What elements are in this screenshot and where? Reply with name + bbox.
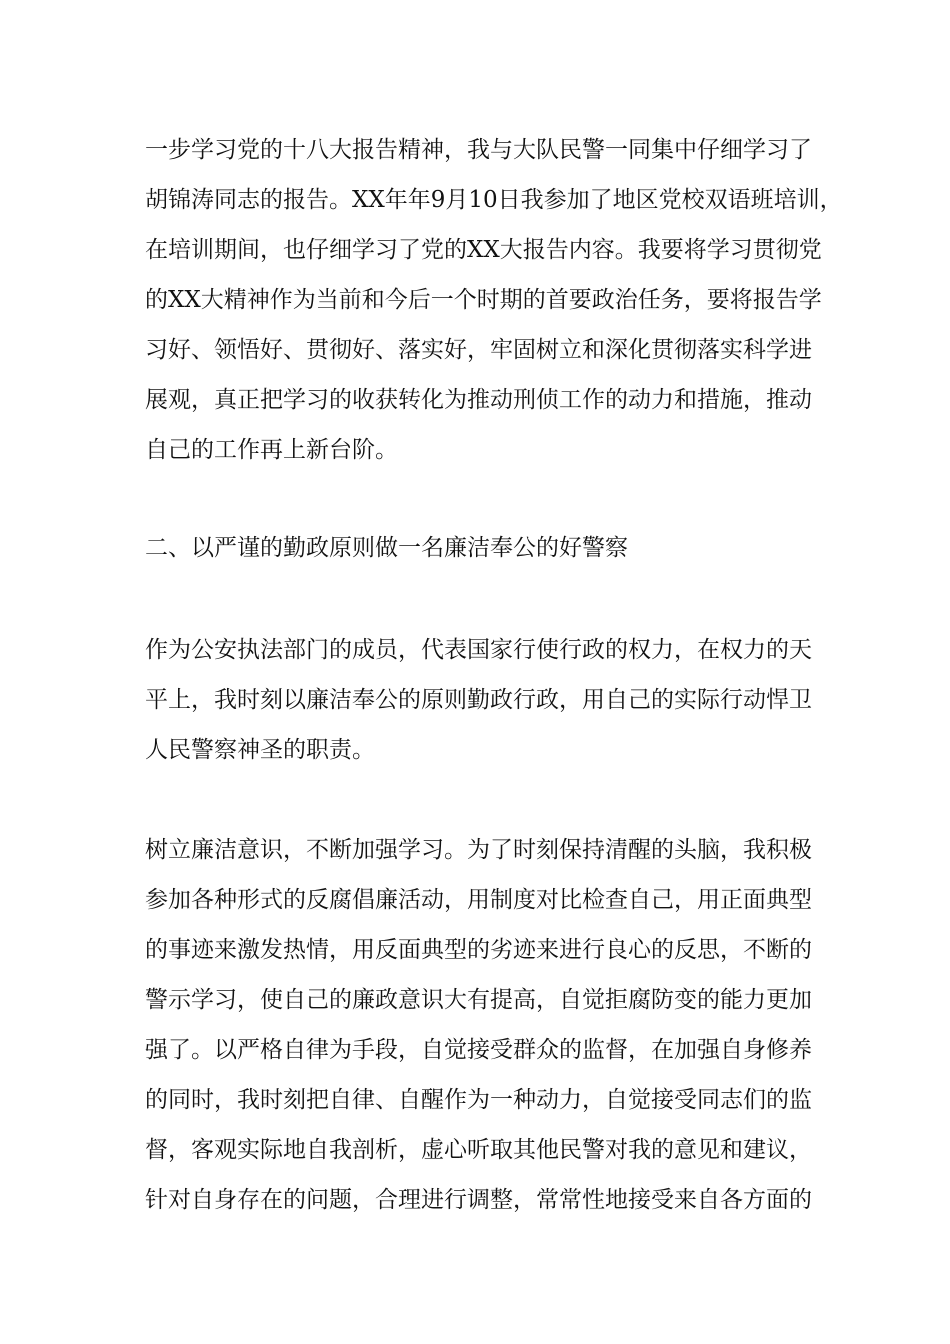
- paragraph-line: 胡锦涛同志的报告。XX年年9月10日我参加了地区党校双语班培训，: [145, 187, 843, 213]
- paragraph-line: 的XX大精神作为当前和今后一个时期的首要政治任务，要将报告学: [145, 287, 822, 313]
- paragraph-line: 一步学习党的十八大报告精神，我与大队民警一同集中仔细学习了: [145, 137, 812, 163]
- paragraph-line: 的同时，我时刻把自律、自醒作为一种动力，自觉接受同志们的监: [145, 1087, 812, 1113]
- paragraph-line: 树立廉洁意识，不断加强学习。为了时刻保持清醒的头脑，我积极: [145, 837, 812, 863]
- paragraph-line: 警示学习，使自己的廉政意识大有提高，自觉拒腐防变的能力更加: [145, 987, 812, 1013]
- paragraph-line: 展观，真正把学习的收获转化为推动刑侦工作的动力和措施，推动: [145, 387, 812, 413]
- paragraph-line: 人民警察神圣的职责。: [145, 737, 375, 763]
- paragraph-line: 针对自身存在的问题，合理进行调整，常常性地接受来自各方面的: [145, 1187, 812, 1213]
- paragraph-line: 平上，我时刻以廉洁奉公的原则勤政行政，用自己的实际行动悍卫: [145, 687, 812, 713]
- paragraph-line: 参加各种形式的反腐倡廉活动，用制度对比检查自己，用正面典型: [145, 887, 812, 913]
- paragraph-line: 督，客观实际地自我剖析，虚心听取其他民警对我的意见和建议，: [145, 1137, 812, 1163]
- paragraph-line: 习好、领悟好、贯彻好、落实好，牢固树立和深化贯彻落实科学进: [145, 337, 812, 363]
- paragraph-line: 作为公安执法部门的成员，代表国家行使行政的权力，在权力的天: [145, 637, 812, 663]
- paragraph-line: 在培训期间，也仔细学习了党的XX大报告内容。我要将学习贯彻党: [145, 237, 822, 263]
- paragraph-line: 的事迹来激发热情，用反面典型的劣迹来进行良心的反思，不断的: [145, 937, 812, 963]
- paragraph-line: 自己的工作再上新台阶。: [145, 437, 398, 463]
- section-heading: 二、以严谨的勤政原则做一名廉洁奉公的好警察: [145, 535, 628, 561]
- paragraph-line: 强了。以严格自律为手段，自觉接受群众的监督，在加强自身修养: [145, 1037, 812, 1063]
